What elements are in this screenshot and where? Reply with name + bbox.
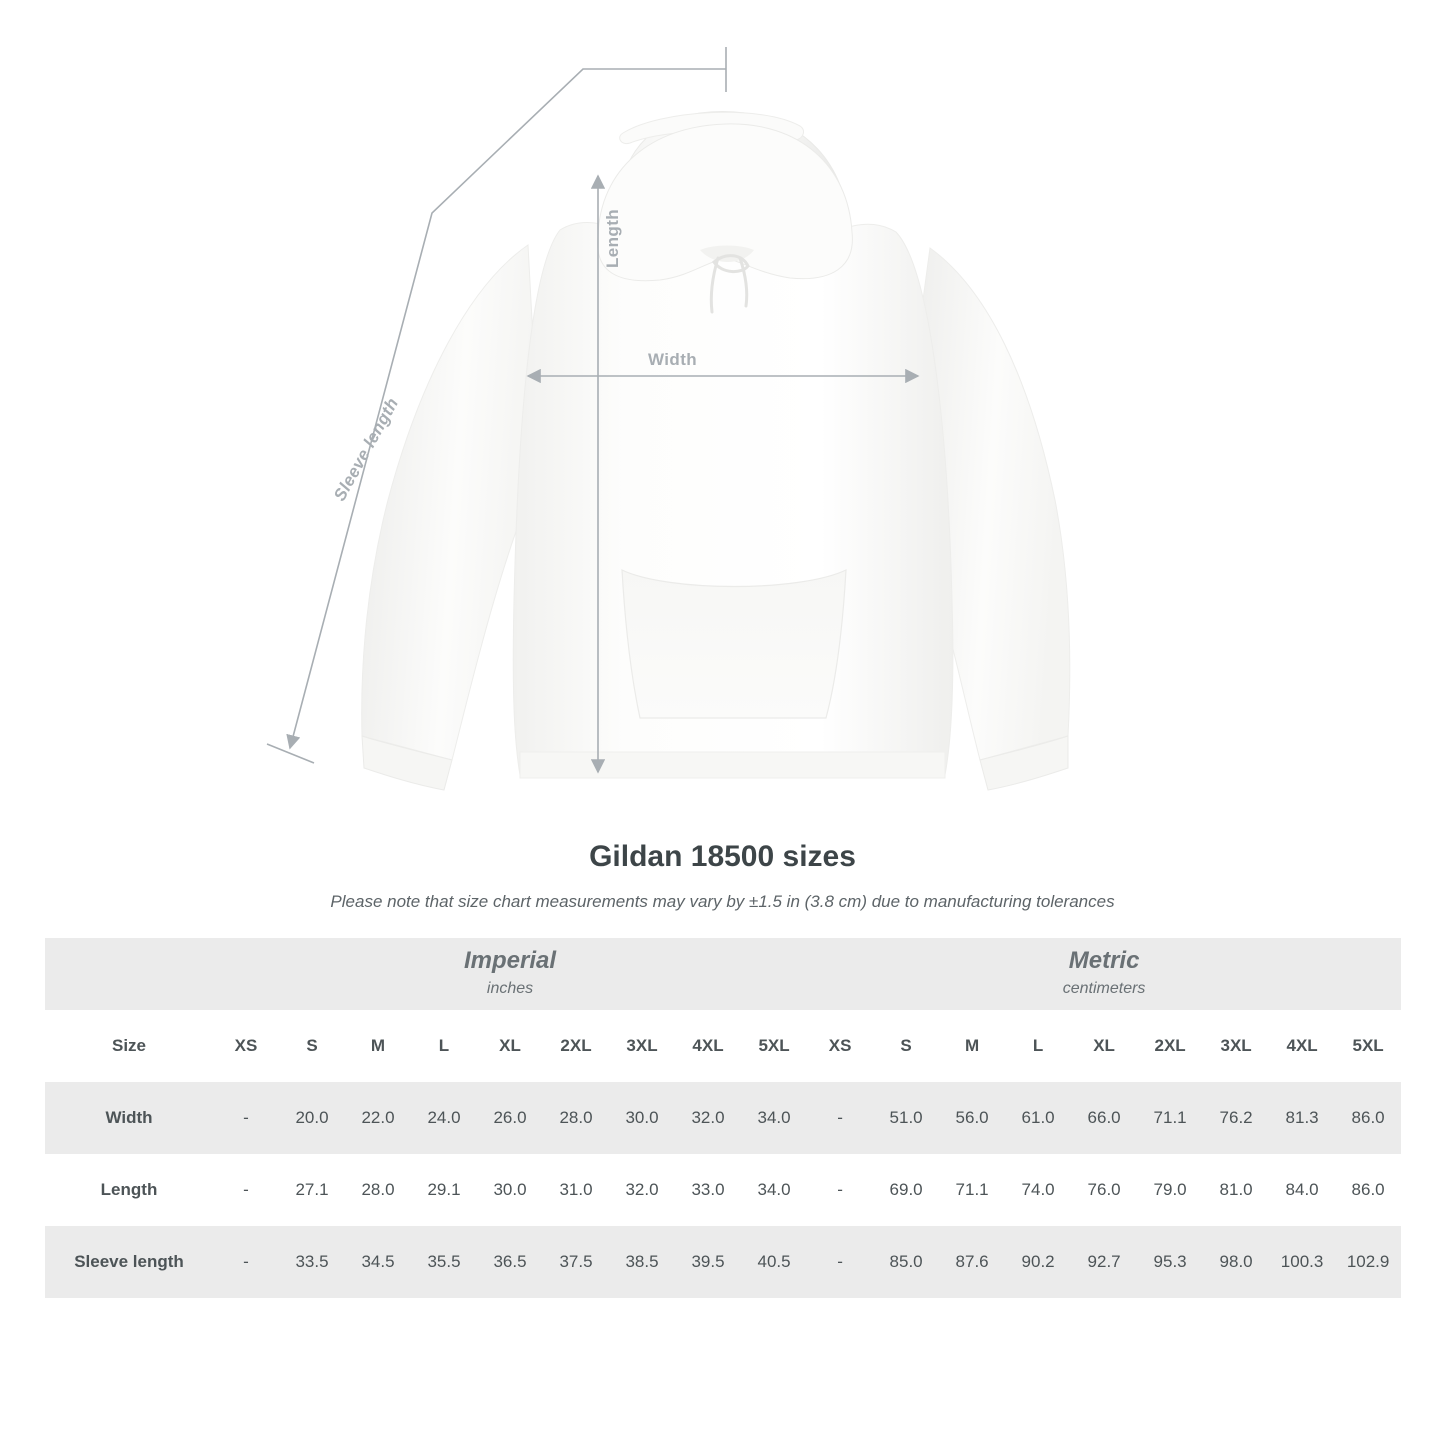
sleeve-imperial-4xl: 39.5: [675, 1226, 741, 1298]
size-header-metric-xl: XL: [1071, 1010, 1137, 1082]
size-header-imperial-xs: XS: [213, 1010, 279, 1082]
tolerance-note: Please note that size chart measurements may vary by ±1.5 in (3.8 cm) due to manufacturing tolerances: [330, 892, 1115, 911]
size-header-label: Size: [45, 1010, 213, 1082]
unit-metric-cell: [807, 938, 1401, 1010]
width-imperial-m: 22.0: [345, 1082, 411, 1154]
unit-metric-sub: centimeters: [1062, 980, 1146, 998]
length-imperial-l: 29.1: [411, 1154, 477, 1226]
size-chart-table: [45, 938, 1401, 1298]
length-imperial-4xl: 33.0: [675, 1154, 741, 1226]
width-imperial-4xl: 32.0: [675, 1082, 741, 1154]
size-header-metric-m: M: [939, 1010, 1005, 1082]
length-imperial-5xl: 34.0: [741, 1154, 807, 1226]
row-label-sleeve-length: Sleeve length: [45, 1226, 213, 1298]
size-header-metric-xs: XS: [807, 1010, 873, 1082]
sleeve-length-label: Sleeve length: [330, 394, 403, 505]
size-table-wrapper: [0, 938, 1445, 1298]
sleeve-imperial-s: 33.5: [279, 1226, 345, 1298]
heading-block: [0, 840, 1445, 912]
width-metric-xl: 66.0: [1071, 1082, 1137, 1154]
unit-imperial-cell: [213, 938, 807, 1010]
length-imperial-xs: -: [213, 1154, 279, 1226]
sleeve-metric-xs: -: [807, 1226, 873, 1298]
sleeve-imperial-xs: -: [213, 1226, 279, 1298]
size-header-imperial-5xl: 5XL: [741, 1010, 807, 1082]
length-label: Length: [603, 208, 622, 268]
unit-system-row: [45, 938, 1401, 1010]
sleeve-imperial-m: 34.5: [345, 1226, 411, 1298]
length-imperial-s: 27.1: [279, 1154, 345, 1226]
table-row: [45, 1154, 1401, 1226]
width-label: Width: [648, 350, 698, 369]
size-header-metric-3xl: 3XL: [1203, 1010, 1269, 1082]
length-metric-4xl: 84.0: [1269, 1154, 1335, 1226]
size-header-metric-5xl: 5XL: [1335, 1010, 1401, 1082]
size-header-imperial-2xl: 2XL: [543, 1010, 609, 1082]
unit-imperial-sub: inches: [486, 980, 534, 998]
width-metric-3xl: 76.2: [1203, 1082, 1269, 1154]
length-metric-m: 71.1: [939, 1154, 1005, 1226]
width-imperial-5xl: 34.0: [741, 1082, 807, 1154]
sleeve-metric-2xl: 95.3: [1137, 1226, 1203, 1298]
sleeve-metric-s: 85.0: [873, 1226, 939, 1298]
size-header-imperial-l: L: [411, 1010, 477, 1082]
sleeve-metric-3xl: 98.0: [1203, 1226, 1269, 1298]
width-metric-4xl: 81.3: [1269, 1082, 1335, 1154]
width-metric-l: 61.0: [1005, 1082, 1071, 1154]
unit-metric-name: Metric: [1068, 947, 1140, 975]
length-metric-s: 69.0: [873, 1154, 939, 1226]
width-imperial-2xl: 28.0: [543, 1082, 609, 1154]
length-metric-l: 74.0: [1005, 1154, 1071, 1226]
width-metric-5xl: 86.0: [1335, 1082, 1401, 1154]
row-label-length: Length: [45, 1154, 213, 1226]
size-header-metric-l: L: [1005, 1010, 1071, 1082]
size-header-metric-s: S: [873, 1010, 939, 1082]
width-metric-m: 56.0: [939, 1082, 1005, 1154]
sleeve-metric-l: 90.2: [1005, 1226, 1071, 1298]
sleeve-imperial-l: 35.5: [411, 1226, 477, 1298]
hoodie-artwork: [362, 111, 1070, 790]
width-metric-2xl: 71.1: [1137, 1082, 1203, 1154]
length-imperial-xl: 30.0: [477, 1154, 543, 1226]
unit-spacer-cell: [45, 938, 213, 1010]
length-metric-2xl: 79.0: [1137, 1154, 1203, 1226]
width-metric-s: 51.0: [873, 1082, 939, 1154]
row-label-width: Width: [45, 1082, 213, 1154]
sleeve-imperial-3xl: 38.5: [609, 1226, 675, 1298]
width-imperial-xl: 26.0: [477, 1082, 543, 1154]
width-imperial-3xl: 30.0: [609, 1082, 675, 1154]
length-metric-xs: -: [807, 1154, 873, 1226]
table-row: [45, 1082, 1401, 1154]
sleeve-imperial-5xl: 40.5: [741, 1226, 807, 1298]
length-metric-3xl: 81.0: [1203, 1154, 1269, 1226]
page-title: Gildan 18500 sizes: [589, 840, 856, 873]
sleeve-metric-xl: 92.7: [1071, 1226, 1137, 1298]
sleeve-imperial-xl: 36.5: [477, 1226, 543, 1298]
unit-imperial-name: Imperial: [464, 947, 557, 975]
length-imperial-2xl: 31.0: [543, 1154, 609, 1226]
length-imperial-m: 28.0: [345, 1154, 411, 1226]
size-header-imperial-m: M: [345, 1010, 411, 1082]
sleeve-imperial-2xl: 37.5: [543, 1226, 609, 1298]
size-header-imperial-3xl: 3XL: [609, 1010, 675, 1082]
sleeve-metric-4xl: 100.3: [1269, 1226, 1335, 1298]
size-header-imperial-s: S: [279, 1010, 345, 1082]
size-header-row: [45, 1010, 1401, 1082]
size-header-imperial-xl: XL: [477, 1010, 543, 1082]
size-header-metric-2xl: 2XL: [1137, 1010, 1203, 1082]
length-imperial-3xl: 32.0: [609, 1154, 675, 1226]
table-row: [45, 1226, 1401, 1298]
size-header-imperial-4xl: 4XL: [675, 1010, 741, 1082]
size-header-metric-4xl: 4XL: [1269, 1010, 1335, 1082]
length-metric-xl: 76.0: [1071, 1154, 1137, 1226]
width-imperial-xs: -: [213, 1082, 279, 1154]
sleeve-metric-5xl: 102.9: [1335, 1226, 1401, 1298]
width-imperial-l: 24.0: [411, 1082, 477, 1154]
width-metric-xs: -: [807, 1082, 873, 1154]
sleeve-metric-m: 87.6: [939, 1226, 1005, 1298]
length-metric-5xl: 86.0: [1335, 1154, 1401, 1226]
width-imperial-s: 20.0: [279, 1082, 345, 1154]
